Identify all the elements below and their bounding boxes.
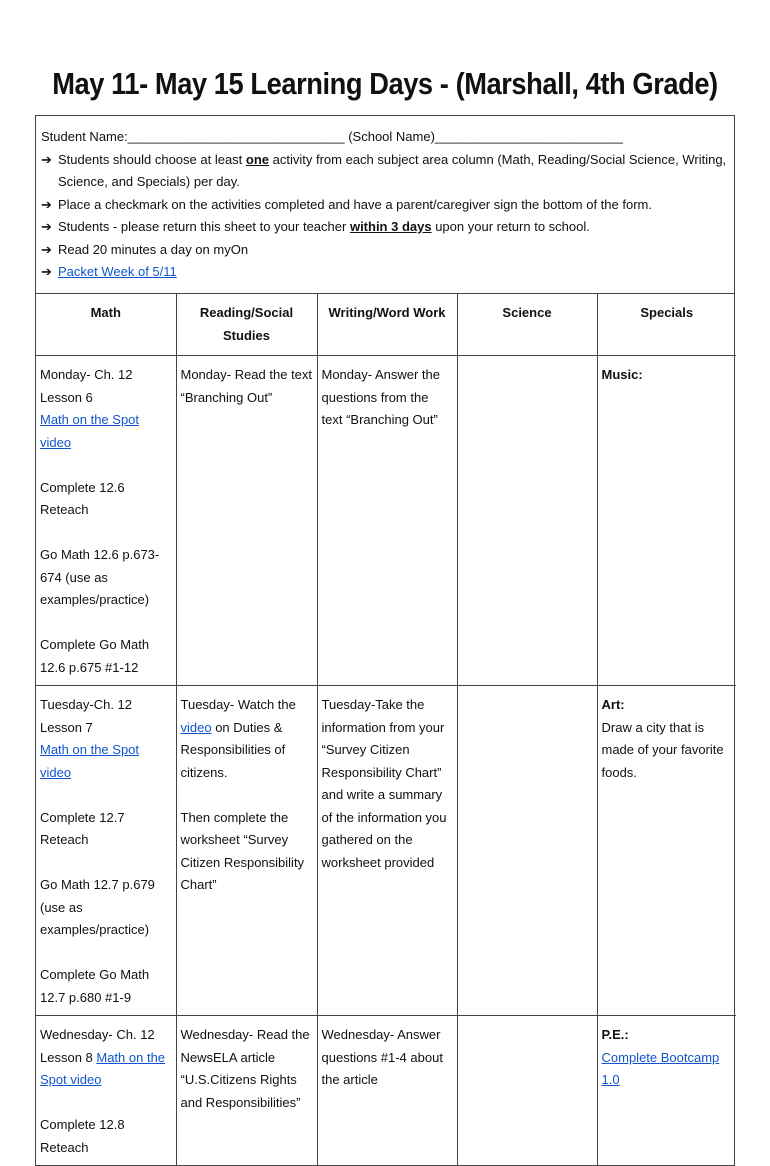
header-science: Science: [457, 294, 597, 356]
tuesday-specials-cell: Art: Draw a city that is made of your favorite foods.: [597, 686, 736, 1016]
monday-math-cell: Monday- Ch. 12 Lesson 6 Math on the Spot video Complete 12.6 Reteach Go Math 12.6 p.673-674 (use as examples/practice) Complete Go Math 12.6 p.675 #1-12: [36, 356, 176, 686]
monday-reading-cell: Monday- Read the text “Branching Out”: [176, 356, 317, 686]
bootcamp-link[interactable]: Complete Bootcamp 1.0: [601, 1049, 720, 1087]
monday-specials-cell: [597, 356, 736, 686]
monday-math-video-link[interactable]: Math on the Spot video: [40, 412, 140, 450]
header-writing: Writing/Word Work: [317, 294, 457, 356]
arrow-icon: ➔: [41, 151, 52, 167]
row-monday: [36, 356, 736, 686]
music-label: Music:: [601, 367, 643, 382]
arrow-icon: ➔: [41, 196, 52, 212]
tuesday-math-cell: Tuesday-Ch. 12 Lesson 7 Math on the Spot video Complete 12.7 Reteach Go Math 12.7 p.679 (use as examples/practice) Complete Go Math 12.7 p.680 #1-9: [36, 686, 176, 1016]
wednesday-science-cell: [457, 1016, 597, 1166]
instructions: [36, 116, 734, 294]
wednesday-writing-cell: Wednesday- Answer questions #1-4 about the article: [317, 1016, 457, 1166]
wednesday-reading-cell: Wednesday- Read the NewsELA article “U.S.Citizens Rights and Responsibilities”: [176, 1016, 317, 1166]
page-title: May 11- May 15 Learning Days - (Marshall, 4th Grade): [52, 66, 718, 101]
header-reading: Reading/Social Studies: [176, 294, 317, 356]
row-wednesday: [36, 1016, 736, 1166]
tuesday-video-link[interactable]: video: [180, 719, 212, 735]
pe-label: P.E.:: [601, 1027, 629, 1042]
art-label: Art:: [601, 697, 625, 712]
bullet-choose-activity: ➔ Students should choose at least one activity from each subject area column (Math, Reading/Social Science, Writing, Science, and Specials) per day.: [41, 149, 728, 194]
bullet-read-myon: ➔ Read 20 minutes a day on myOn: [41, 239, 728, 262]
header-row: [36, 294, 736, 356]
arrow-icon: ➔: [41, 219, 52, 234]
bullet-checkmark: ➔ Place a checkmark on the activities completed and have a parent/caregiver sign the bottom of the form.: [41, 194, 728, 217]
wednesday-specials-cell: [597, 1016, 736, 1166]
arrow-icon: ➔: [41, 241, 52, 257]
tuesday-math-video-link[interactable]: Math on the Spot video: [40, 742, 140, 780]
emphasis-one: one: [245, 151, 270, 167]
wednesday-math-video-link[interactable]: Math on the Spot video: [40, 1049, 166, 1087]
bullet-packet-link: [41, 261, 728, 284]
monday-writing-cell: Monday- Answer the questions from the text “Branching Out”: [317, 356, 457, 686]
tuesday-science-cell: [457, 686, 597, 1016]
learning-sheet: [35, 115, 735, 1166]
wednesday-math-cell: Wednesday- Ch. 12 Lesson 8 Math on the Spot video Complete 12.8 Reteach: [36, 1016, 176, 1166]
row-tuesday: [36, 686, 736, 1016]
packet-week-link[interactable]: Packet Week of 5/11: [58, 264, 177, 279]
activities-table: [36, 294, 736, 1165]
bullet-return-sheet: ➔ Students - please return this sheet to your teacher within 3 days upon your return to school.: [41, 216, 728, 239]
header-specials: Specials: [597, 294, 736, 356]
monday-science-cell: [457, 356, 597, 686]
header-math: Math: [36, 294, 176, 356]
tuesday-writing-cell: Tuesday-Take the information from your “Survey Citizen Responsibility Chart” and write a summary of the information you gathered on the worksheet provided: [317, 686, 457, 1016]
student-name-line: Student Name:______________________________ (School Name)__________________________: [41, 129, 623, 144]
tuesday-reading-cell: Tuesday- Watch the video on Duties & Responsibilities of citizens. Then complete the worksheet “Survey Citizen Responsibility Chart”: [176, 686, 317, 1016]
arrow-icon: ➔: [41, 264, 52, 279]
emphasis-within-3-days: within 3 days: [349, 219, 432, 234]
